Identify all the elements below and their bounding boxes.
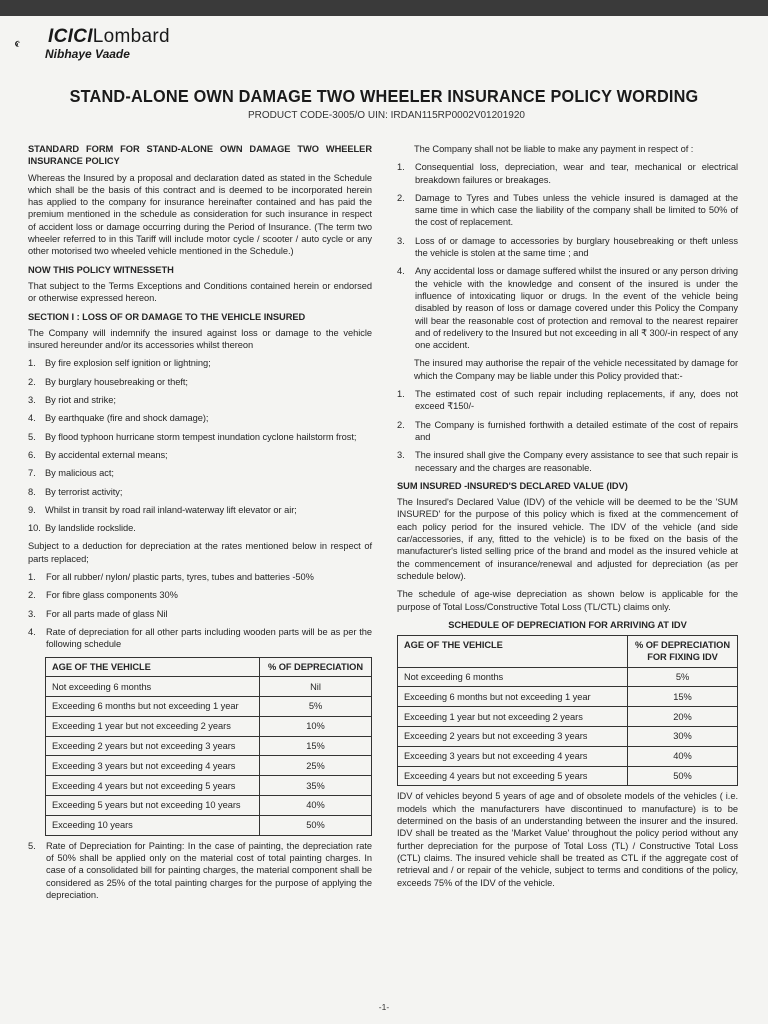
table-row [46, 697, 372, 717]
cell-depreciation: 30% [628, 727, 738, 747]
cell-depreciation: 15% [628, 687, 738, 707]
table-row [398, 766, 738, 786]
table-row [46, 716, 372, 736]
cell-depreciation: 15% [260, 736, 372, 756]
repair-condition-item [397, 388, 738, 413]
list-text: For all parts made of glass Nil [46, 608, 168, 619]
cell-depreciation: 50% [628, 766, 738, 786]
depreciation-rate-item [28, 571, 372, 583]
cell-depreciation: 35% [260, 776, 372, 796]
list-text: The estimated cost of such repair including replacements, if any, does not exceed ₹150/- [415, 389, 738, 412]
cell-age: Exceeding 6 months but not exceeding 1 year [398, 687, 628, 707]
cell-age: Exceeding 2 years but not exceeding 3 years [398, 727, 628, 747]
painting-item [28, 840, 372, 901]
peril-item [28, 357, 372, 369]
list-number: 2. [397, 192, 405, 203]
list-text: By earthquake (fire and shock damage); [45, 413, 209, 424]
list-text: By flood typhoon hurricane storm tempest inundation cyclone hailstorm frost; [45, 431, 357, 442]
list-text: By burglary housebreaking or theft; [45, 376, 188, 387]
table-row [46, 776, 372, 796]
list-number: 3. [397, 235, 405, 246]
list-text: Rate of depreciation for all other parts including wooden parts will be as per the following schedule [46, 626, 372, 650]
cell-age: Exceeding 3 years but not exceeding 4 years [398, 746, 628, 766]
cell-age: Exceeding 3 years but not exceeding 4 years [46, 756, 260, 776]
brand-name: ICICILombard [48, 26, 170, 47]
depreciation-rate-item [28, 589, 372, 601]
list-number: 1. [28, 572, 36, 583]
page-title: STAND-ALONE OWN DAMAGE TWO WHEELER INSURANCE POLICY WORDING [69, 86, 699, 106]
list-text: By riot and strike; [45, 395, 116, 406]
cell-age: Exceeding 1 year but not exceeding 2 years [46, 716, 260, 736]
cell-depreciation: 5% [628, 667, 738, 687]
perils-list [28, 357, 372, 534]
heading-section-1: SECTION I : LOSS OF OR DAMAGE TO THE VEHICLE INSURED [28, 311, 306, 322]
cell-age: Exceeding 5 years but not exceeding 10 years [46, 796, 260, 816]
list-number: 4. [28, 626, 36, 637]
list-number: 3. [397, 450, 405, 461]
depreciation-rate-item [28, 608, 372, 620]
peril-item [28, 449, 372, 461]
cell-age: Exceeding 10 years [46, 815, 260, 835]
list-text: By fire explosion self ignition or lightning; [45, 358, 211, 369]
list-text: Loss of or damage to accessories by burglary housebreaking or theft unless the vehicle is stolen at the same time ; and [415, 235, 738, 259]
peril-item [28, 504, 372, 516]
repair-conditions-list [397, 388, 738, 474]
cell-depreciation: 50% [260, 815, 372, 835]
cell-depreciation: 40% [260, 796, 372, 816]
paragraph-authorise-repair: The insured may authorise the repair of the vehicle necessitated by damage for which the Company may be liable under this Policy provided that:- [414, 358, 738, 381]
table-header-age: AGE OF THE VEHICLE [46, 657, 260, 677]
list-number: 2. [397, 419, 405, 430]
paragraph-subject-to-terms: That subject to the Terms Exceptions and Conditions contained herein or endorsed or otherwise expressed hereon. [28, 280, 372, 304]
list-number: 3. [28, 608, 36, 619]
right-column [397, 143, 738, 895]
paragraph-deduction: Subject to a deduction for depreciation at the rates mentioned below in respect of parts replaced; [28, 541, 372, 564]
list-number: 10. [28, 523, 41, 534]
paragraph-whereas: Whereas the Insured by a proposal and declaration dated as stated in the Schedule which shall be the basis of this contract and is deemed to be incorporated herein has applied to the company for insurance hereinafter contained and has paid the premium mentioned in the schedule as consideration for such insurance in respect of accident loss or damage occurring during the Period of Insurance. (The term two wheeler referred to in this Tariff will include motor cycle / scooter / auto cycle or any other motorised two wheeled vehicle mentioned in the Schedule.) [28, 172, 372, 257]
cell-depreciation: 25% [260, 756, 372, 776]
cell-age: Exceeding 2 years but not exceeding 3 years [46, 736, 260, 756]
list-text: Damage to Tyres and Tubes unless the vehicle insured is damaged at the same time in which case the liability of the company shall be limited to 50% of the cost of replacement. [415, 192, 738, 228]
product-code: PRODUCT CODE-3005/O UIN: IRDAN115RP0002V01201920 [248, 110, 525, 121]
table-header-depreciation: % OF DEPRECIATION [260, 657, 372, 677]
list-number: 4. [397, 266, 405, 277]
peril-item [28, 486, 372, 498]
list-text: By terrorist activity; [45, 486, 123, 497]
table-row [46, 796, 372, 816]
paragraph-idv-beyond-5-years: IDV of vehicles beyond 5 years of age and of obsolete models of the vehicles ( i.e. models which the manufacturers have discontinued to manufacture) is to be determined on the basis of an understanding between the insurer and the insured. IDV shall be treated as the 'Market Value' throughout the policy period without any further depreciation for the purpose of Total Loss (TL) / Constructive Total Loss (CTL) claims. The insured vehicle shall be treated as CTL if the aggregate cost of retrieval and / or repair of the vehicle, subject to terms and conditions of the policy, exceeds 75% of the IDV of the vehicle. [397, 791, 738, 888]
cell-depreciation: 5% [260, 697, 372, 717]
table-row [46, 756, 372, 776]
table-row [398, 746, 738, 766]
repair-condition-item [397, 419, 738, 444]
heading-witnesseth: NOW THIS POLICY WITNESSETH [28, 264, 174, 275]
exclusions-list [397, 161, 738, 351]
cell-depreciation: 20% [628, 707, 738, 727]
depreciation-rates-list [28, 571, 372, 650]
paragraph-schedule: The schedule of age-wise depreciation as shown below is applicable for the purpose of Total Loss/Constructive Total Loss (TL/CTL) claims only. [397, 589, 738, 612]
list-number: 5. [28, 431, 36, 442]
left-column [28, 143, 372, 907]
list-number: 2. [28, 590, 36, 601]
table-row [46, 736, 372, 756]
table-row [46, 677, 372, 697]
cell-depreciation: 40% [628, 746, 738, 766]
exclusion-item [397, 161, 738, 186]
list-number: 6. [28, 449, 36, 460]
list-number: 2. [28, 376, 36, 387]
list-number: 1. [28, 358, 36, 369]
top-bar [0, 0, 768, 16]
table-header-age: AGE OF THE VEHICLE [398, 636, 628, 668]
table-row [398, 727, 738, 747]
heading-sum-insured: SUM INSURED -INSURED'S DECLARED VALUE (IDV) [397, 480, 628, 491]
list-text: For all rubber/ nylon/ plastic parts, tyres, tubes and batteries -50% [46, 572, 314, 583]
idv-depreciation-table [397, 635, 738, 786]
depreciation-rate-item [28, 626, 372, 651]
peril-item [28, 467, 372, 479]
list-text: By landslide rockslide. [45, 523, 136, 534]
painting-text: Rate of Depreciation for Painting: In the case of painting, the depreciation rate of 50% shall be applied only on the material cost of total painting charges. In case of a consolidated bill for painting charges, the material component shall be considered as 25% of the total painting charges for the purpose of applying the depreciation. [46, 840, 372, 900]
list-number: 1. [397, 162, 405, 173]
cell-age: Not exceeding 6 months [398, 667, 628, 687]
cell-depreciation: Nil [260, 677, 372, 697]
list-text: By accidental external means; [45, 449, 168, 460]
list-number: 3. [28, 395, 36, 406]
cell-age: Exceeding 4 years but not exceeding 5 years [46, 776, 260, 796]
peril-item [28, 431, 372, 443]
list-number: 4. [28, 413, 36, 424]
cell-age: Exceeding 4 years but not exceeding 5 years [398, 766, 628, 786]
list-text: Whilst in transit by road rail inland-waterway lift elevator or air; [45, 504, 297, 515]
exclusion-item [397, 265, 738, 351]
depreciation-table [45, 657, 372, 836]
brand-name-lombard: Lombard [92, 26, 170, 47]
paragraph-not-liable: The Company shall not be liable to make any payment in respect of : [414, 144, 694, 154]
table-row [398, 687, 738, 707]
peril-item [28, 412, 372, 424]
list-text: The Company is furnished forthwith a detailed estimate of the cost of repairs and [415, 419, 738, 442]
list-text: Any accidental loss or damage suffered whilst the insured or any person driving the vehicle with the knowledge and consent of the insured is under the influence of intoxicating liquor or drugs. In the event of the vehicle being disabled by reason of loss or damage covered under this Policy the Company will bear the reasonable cost of protection and removal to the nearest repairer and of redelivery to the Insured but not exceeding in all ₹ 300/-in respect of any one accident. [415, 266, 738, 351]
list-text: For fibre glass components 30% [46, 590, 178, 601]
page-number: -1- [378, 1002, 390, 1012]
cell-age: Exceeding 1 year but not exceeding 2 years [398, 707, 628, 727]
paragraph-indemnify: The Company will indemnify the insured against loss or damage to the vehicle insured hereunder and/or its accessories whilst thereon [28, 327, 372, 351]
peril-item [28, 394, 372, 406]
list-text: Consequential loss, depreciation, wear and tear, mechanical or electrical breakdown failures or breakages. [415, 162, 738, 185]
brand-tagline: Nibhaye Vaade [45, 47, 130, 61]
cell-age: Exceeding 6 months but not exceeding 1 year [46, 697, 260, 717]
list-number: 8. [28, 486, 36, 497]
list-number: 9. [28, 504, 36, 515]
cell-age: Not exceeding 6 months [46, 677, 260, 697]
heading-idv-schedule: SCHEDULE OF DEPRECIATION FOR ARRIVING AT IDV [448, 619, 687, 630]
table-row [398, 707, 738, 727]
exclusion-item [397, 235, 738, 260]
heading-standard-form: STANDARD FORM FOR STAND-ALONE OWN DAMAGE TWO WHEELER INSURANCE POLICY [28, 144, 372, 167]
table-header-depreciation-idv: % OF DEPRECIATION FOR FIXING IDV [628, 636, 738, 668]
repair-condition-item [397, 449, 738, 474]
paragraph-idv: The Insured's Declared Value (IDV) of the vehicle will be deemed to be the 'SUM INSURED' for the purpose of this policy which is fixed at the commencement of each policy period for the insured vehicle. The IDV of the vehicle (and side car/accessories, if any, fitted to the vehicle) is to be fixed on the basis of the manufacturer's listed selling price of the brand and model as the insured vehicle at the commencement of insurance/renewal and adjusted for depreciation (as per schedule below). [397, 497, 738, 581]
list-number: 7. [28, 468, 36, 479]
peril-item [28, 522, 372, 534]
list-text: By malicious act; [45, 468, 114, 479]
cell-depreciation: 10% [260, 716, 372, 736]
list-text: The insured shall give the Company every assistance to see that such repair is necessary and the charges are reasonable. [415, 450, 738, 473]
table-row [46, 815, 372, 835]
peril-item [28, 376, 372, 388]
list-number: 1. [397, 389, 405, 400]
list-number: 5. [28, 840, 36, 851]
exclusion-item [397, 192, 738, 229]
table-row [398, 667, 738, 687]
